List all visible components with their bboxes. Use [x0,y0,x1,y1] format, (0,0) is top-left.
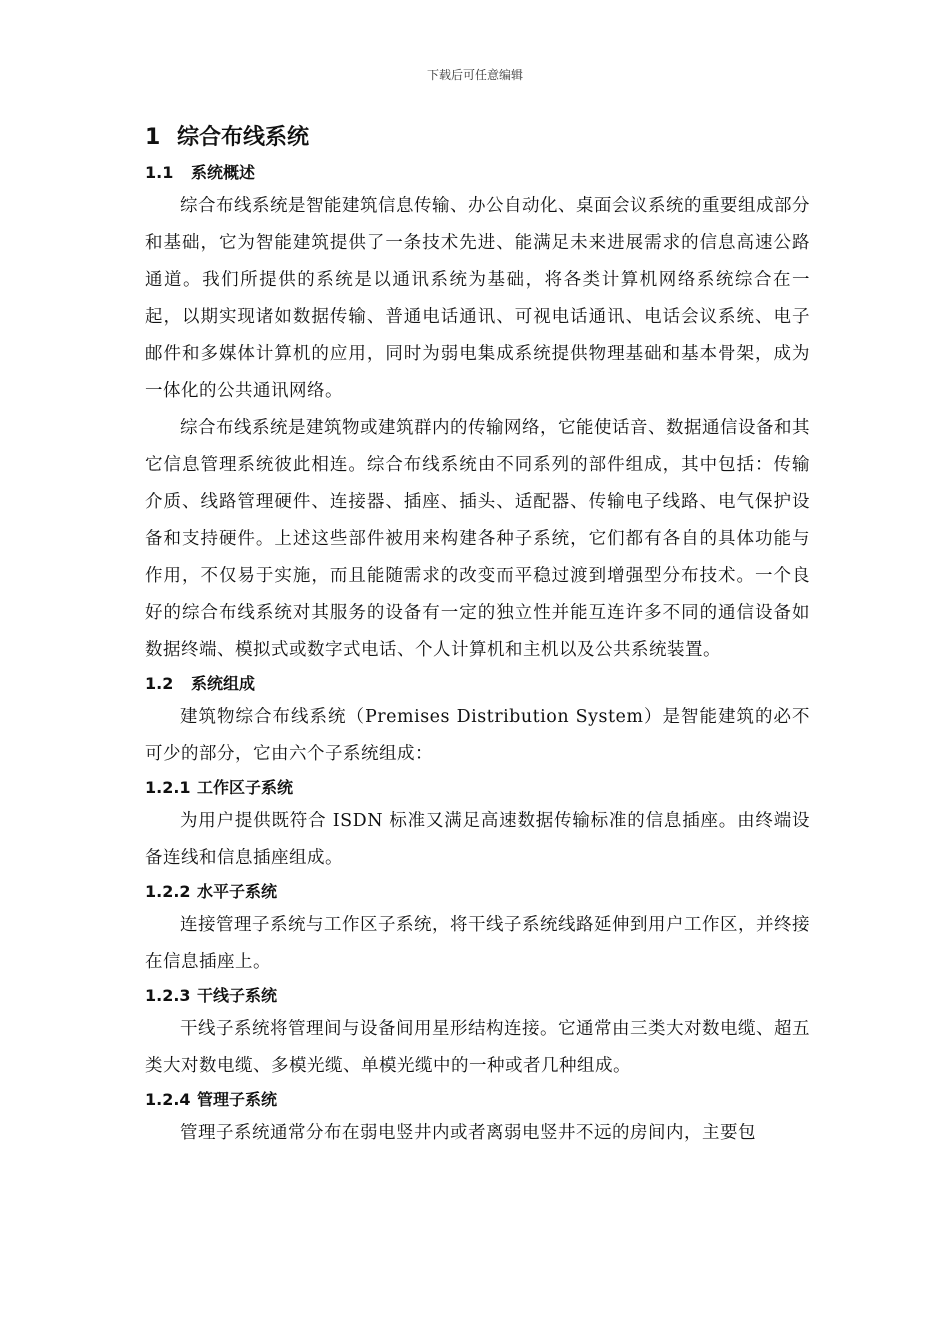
heading-1-2-3 [145,981,810,1011]
paragraph-composition: 建筑物综合布线系统（Premises Distribution System）是智能建筑的必不可少的部分，它由六个子系统组成： [145,707,810,764]
paragraph-backbone: 干线子系统将管理间与设备间用星形结构连接。它通常由三类大对数电缆、超五类大对数电缆、多模光缆、单模光缆中的一种或者几种组成。 [145,1019,810,1076]
heading-title: 综合布线系统 [177,125,310,150]
paragraph-overview-1: 综合布线系统是智能建筑信息传输、办公自动化、桌面会议系统的重要组成部分和基础，它为智能建筑提供了一条技术先进、能满足未来进展需求的信息高速公路通道。我们所提供的系统是以通讯系统为基础，将各类计算机网络系统综合在一起，以期实现诸如数据传输、普通电话通讯、可视电话通讯、电话会议系统、电子邮件和多媒体计算机的应用，同时为弱电集成系统提供物理基础和基本骨架，成为一体化的公共通讯网络。 [145,196,810,401]
heading-1-2 [145,669,810,699]
heading-title: 管理子系统 [197,1090,278,1109]
heading-number: 1.2.1 [145,778,191,797]
heading-number: 1 [145,125,161,150]
heading-title: 系统组成 [191,674,256,693]
heading-1 [145,118,810,158]
page-header: 下载后可任意编辑 [426,68,523,82]
paragraph-work-area: 为用户提供既符合 ISDN 标准又满足高速数据传输标准的信息插座。由终端设备连线和信息插座组成。 [145,811,810,868]
heading-1-1 [145,158,810,188]
heading-number: 1.1 [145,163,174,182]
heading-number: 1.2.2 [145,882,191,901]
heading-1-2-1 [145,773,810,803]
heading-title: 工作区子系统 [197,778,294,797]
heading-1-2-4 [145,1085,810,1115]
paragraph-overview-2: 综合布线系统是建筑物或建筑群内的传输网络，它能使话音、数据通信设备和其它信息管理系统彼此相连。综合布线系统由不同系列的部件组成，其中包括：传输介质、线路管理硬件、连接器、插座、插头、适配器、传输电子线路、电气保护设备和支持硬件。上述这些部件被用来构建各种子系统，它们都有各自的具体功能与作用，不仅易于实施，而且能随需求的改变而平稳过渡到增强型分布技术。一个良好的综合布线系统对其服务的设备有一定的独立性并能互连许多不同的通信设备如数据终端、模拟式或数字式电话、个人计算机和主机以及公共系统装置。 [145,418,810,660]
document-body [145,118,810,1152]
heading-1-2-2 [145,877,810,907]
heading-number: 1.2 [145,674,174,693]
heading-title: 系统概述 [191,163,256,182]
heading-title: 水平子系统 [197,882,278,901]
heading-number: 1.2.3 [145,986,191,1005]
heading-title: 干线子系统 [197,986,278,1005]
paragraph-horizontal: 连接管理子系统与工作区子系统，将干线子系统线路延伸到用户工作区，并终接在信息插座上。 [145,915,810,972]
paragraph-management: 管理子系统通常分布在弱电竖井内或者离弱电竖井不远的房间内，主要包 [180,1123,756,1143]
heading-number: 1.2.4 [145,1090,191,1109]
